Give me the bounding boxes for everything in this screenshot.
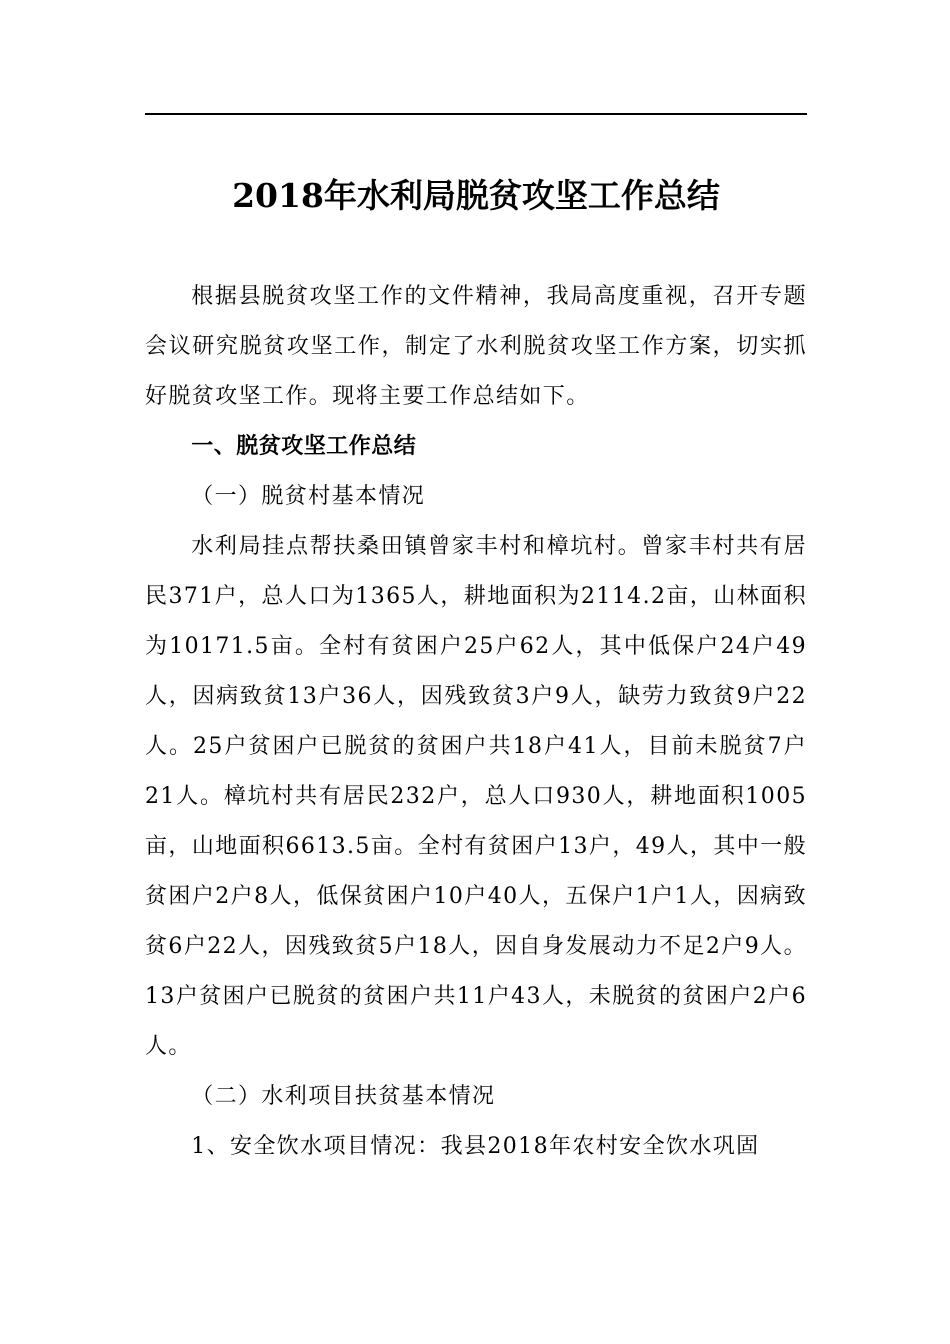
document-title: 2018年水利局脱贫攻坚工作总结 bbox=[232, 176, 720, 215]
document-body bbox=[145, 272, 807, 1172]
header-rule bbox=[145, 113, 807, 115]
subsection-heading-1: （一）脱贫村基本情况 bbox=[191, 484, 426, 509]
subsection-1-paragraph: 水利局挂点帮扶桑田镇曾家丰村和樟坑村。曾家丰村共有居民371户，总人口为1365人，耕地面积为2114.2亩，山林面积为10171.5亩。全村有贫困户25户62人，其中低保户24户49人，因病致贫13户36人，因残致贫3户9人，缺劳力致贫9户22人。25户贫困户已脱贫的贫困户共18户41人，目前未脱贫7户21人。樟坑村共有居民232户，总人口930人，耕地面积1005亩，山地面积6613.5亩。全村有贫困户13户，49人，其中一般贫困户2户8人，低保贫困户10户40人，五保户1户1人，因病致贫6户22人，因残致贫5户18人，因自身发展动力不足2户9人。13户贫困户已脱贫的贫困户共11户43人，未脱贫的贫困户2户6人。 bbox=[145, 534, 807, 1059]
subsection-heading-2: （二）水利项目扶贫基本情况 bbox=[191, 1084, 496, 1109]
intro-paragraph: 根据县脱贫攻坚工作的文件精神，我局高度重视，召开专题会议研究脱贫攻坚工作，制定了水利脱贫攻坚工作方案，切实抓好脱贫攻坚工作。现将主要工作总结如下。 bbox=[145, 284, 807, 409]
section-heading-1: 一、脱贫攻坚工作总结 bbox=[191, 434, 417, 459]
item-1-paragraph: 1、安全饮水项目情况：我县2018年农村安全饮水巩固 bbox=[191, 1134, 760, 1159]
